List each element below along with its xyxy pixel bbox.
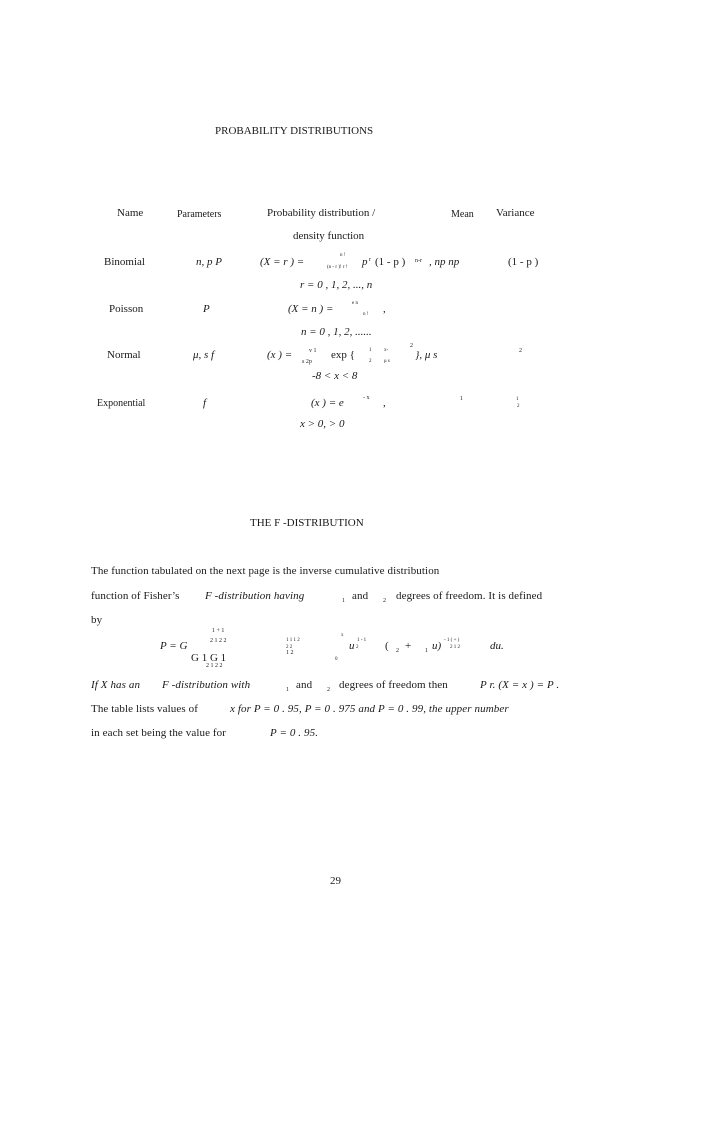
fdist-line6-start: in each set being the value for: [91, 727, 227, 739]
poisson-params: P: [203, 303, 210, 315]
eq-top2: 2 1 2 2: [210, 638, 227, 644]
eq-u-exp: 1 - 1: [357, 638, 367, 643]
header-probability-line2: density function: [293, 230, 365, 242]
eq-mid-sep: 2 2: [286, 645, 293, 650]
fdist-line4-sub2: 2: [327, 687, 330, 693]
fdist-line3: by: [91, 614, 103, 626]
poisson-comma: ,: [383, 303, 386, 315]
eq-u-sub: 2: [356, 645, 359, 650]
page-title: PROBABILITY DISTRIBUTIONS: [215, 125, 374, 137]
binomial-sup-nr: n-r: [415, 258, 422, 264]
integral-upper: x: [341, 633, 344, 638]
eq-paren-sub: 2: [396, 648, 399, 654]
exponential-comma: ,: [383, 397, 386, 409]
normal-half-top: 1: [369, 348, 372, 353]
exponential-name: Exponential: [97, 398, 146, 409]
normal-params: μ, s f: [193, 349, 215, 361]
normal-frac-top: v 1: [309, 348, 317, 354]
binomial-range: r = 0 , 1, 2, ..., n: [300, 279, 373, 291]
fdist-line5-end: x for P = 0 . 95, P = 0 . 975 and P = 0 . 99, the upper number: [230, 703, 509, 715]
fdist-line4-and: and: [296, 679, 313, 691]
exponential-var-bottom: 2: [517, 404, 520, 409]
fdist-line4-start: If X has an: [91, 679, 141, 691]
fdist-line5-start: The table lists values of: [91, 703, 198, 715]
binomial-name: Binomial: [104, 256, 145, 268]
poisson-name: Poisson: [109, 303, 144, 315]
exponential-formula-lhs: (x ) = e: [311, 397, 344, 409]
header-mean: Mean: [451, 209, 474, 220]
binomial-frac-top: n !: [340, 253, 346, 258]
poisson-formula-lhs: (X = n ) =: [288, 303, 334, 315]
eq-lhs: P = G: [160, 640, 188, 652]
header-probability-line1: Probability distribution /: [267, 207, 376, 219]
fdist-line4-f: F -distribution with: [162, 679, 251, 691]
eq-bottom: G 1 G 1: [191, 652, 227, 664]
normal-frac-bottom: s 2p: [302, 359, 312, 365]
integral-lower: 0: [335, 657, 338, 662]
binomial-mean: , np np: [429, 256, 460, 268]
normal-sup-2: 2: [410, 343, 413, 349]
normal-mean: }, μ s: [415, 349, 438, 361]
normal-variance-sup: 2: [519, 348, 522, 354]
exponential-range: x > 0, > 0: [300, 418, 345, 430]
eq-plus: +: [405, 640, 412, 652]
binomial-frac-bottom: (n - r )! r !: [327, 265, 348, 270]
eq-u: u: [349, 640, 355, 652]
exponential-mean-sup: 1: [460, 396, 463, 402]
eq-u2-exp2: 2 1 2: [450, 645, 460, 650]
fdist-line6-end: P = 0 . 95.: [270, 727, 319, 739]
poisson-frac-bottom: n !: [363, 312, 369, 317]
normal-half-bottom: 2: [369, 359, 372, 364]
fdist-line4-end: degrees of freedom then: [339, 679, 448, 691]
eq-bottom2: 2 1 2 2: [206, 663, 223, 669]
fdist-heading: THE F -DISTRIBUTION: [250, 517, 364, 529]
eq-paren-sub2: 1: [425, 648, 428, 654]
binomial-params: n, p P: [196, 256, 222, 268]
binomial-formula-lhs: (X = r ) =: [260, 256, 305, 268]
normal-xm-bottom: μ s: [384, 359, 390, 364]
eq-top: 1 + 1: [212, 628, 225, 634]
normal-formula-lhs: (x ) =: [267, 349, 293, 361]
eq-u2-exp: - 1 ( + ): [444, 638, 460, 643]
fdist-line2-end: degrees of freedom. It is defined: [396, 590, 543, 602]
header-name: Name: [117, 207, 144, 219]
eq-mid-bottom: 1 2: [286, 650, 294, 656]
page-number: 29: [330, 875, 341, 887]
normal-xm-top: x-: [384, 348, 389, 353]
binomial-one-minus-p: (1 - p ): [375, 256, 406, 268]
fdist-line2-and: and: [352, 590, 369, 602]
normal-name: Normal: [107, 349, 141, 361]
fdist-line4-sub1: 1: [286, 687, 289, 693]
normal-range: -8 < x < 8: [312, 370, 358, 382]
exponential-params: f: [203, 397, 207, 409]
fdist-line2-f: F -distribution having: [205, 590, 305, 602]
header-variance: Variance: [496, 207, 535, 219]
eq-mid-top: 1 1 1 2: [286, 638, 300, 643]
fdist-line2-sub2: 2: [383, 598, 386, 604]
fdist-line4-prob: P r. (X = x ) = P .: [480, 679, 560, 691]
binomial-sup-r: r: [369, 257, 371, 263]
exponential-var-top: 1: [516, 397, 519, 402]
poisson-frac-top: e n: [352, 301, 358, 306]
eq-paren-open: (: [385, 640, 389, 652]
fdist-line2-start: function of Fisher’s: [91, 590, 180, 602]
fdist-line2-sub1: 1: [342, 598, 345, 604]
binomial-variance: (1 - p ): [508, 256, 539, 268]
eq-u2: u): [432, 640, 442, 652]
exponential-sup-x: - x: [363, 395, 370, 401]
poisson-range: n = 0 , 1, 2, ......: [301, 326, 372, 338]
header-parameters: Parameters: [177, 209, 222, 220]
binomial-p: p: [362, 256, 368, 268]
normal-exp: exp {: [331, 349, 355, 361]
eq-du: du.: [490, 640, 504, 652]
fdist-line1: The function tabulated on the next page is the inverse cumulative distribution: [91, 565, 440, 577]
